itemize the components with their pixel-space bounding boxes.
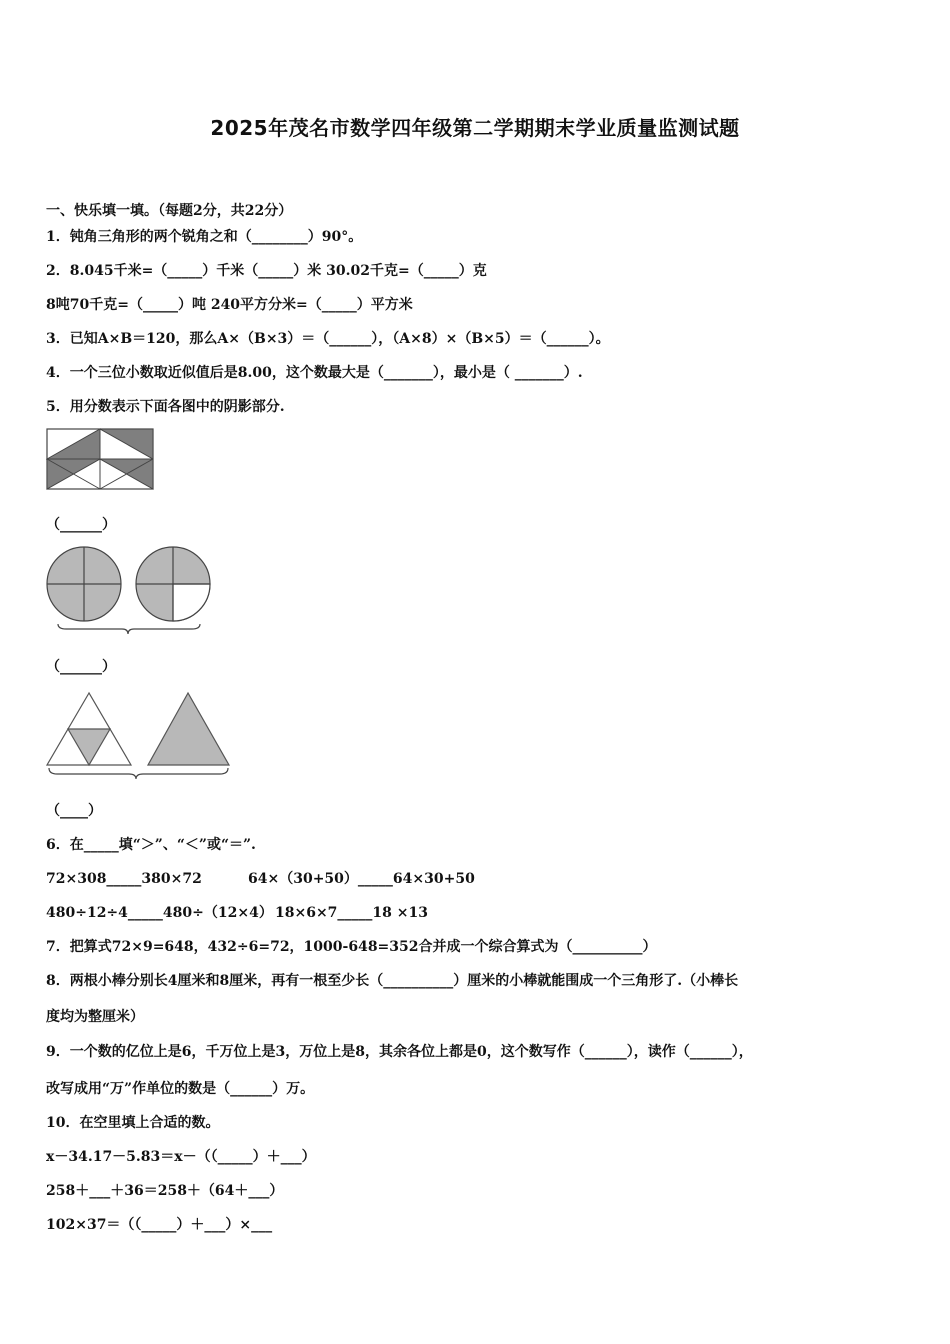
page-title: 2025年茂名市数学四年级第二学期期末学业质量监测试题 [210, 116, 740, 140]
question-10-item-a: x－34.17－5.83＝x－（（_____）＋___） [46, 1149, 316, 1165]
question-10-item-c: 102×37＝（（_____）＋___）×___ [46, 1217, 273, 1233]
question-8-line-2: 度均为整厘米） [46, 1009, 144, 1025]
question-6-item-d: 18×6×7_____18 ×13 [275, 905, 428, 921]
question-6-item-b: 64×（30+50）_____64×30+50 [248, 871, 475, 887]
figure-circles [44, 544, 216, 636]
question-9-line-1: 9．一个数的亿位上是6，千万位上是3，万位上是8，其余各位上都是0，这个数写作（______），读作（______）， [46, 1044, 753, 1060]
question-10-item-b: 258＋___＋36＝258＋（64＋___） [46, 1183, 284, 1199]
question-8-line-1: 8．两根小棒分别长4厘米和8厘米，再有一根至少长（__________）厘米的小棒就能围成一个三角形了.（小棒长 [46, 973, 739, 989]
question-6: 6．在_____填“＞”、“＜”或“＝”. [46, 837, 256, 853]
answer-blank-2: （______） [46, 659, 116, 675]
figure-triangles [44, 690, 236, 782]
figure-rectangle-triangles [46, 428, 156, 492]
question-3: 3．已知A×B＝120，那么A×（B×3）＝（______），（A×8）×（B×5）＝（______）。 [46, 331, 610, 347]
question-4: 4．一个三位小数取近似值后是8.00，这个数最大是（_______），最小是（ _______）. [46, 365, 583, 381]
question-9-line-2: 改写成用“万”作单位的数是（______）万。 [46, 1081, 315, 1097]
answer-blank-3: （____） [46, 803, 102, 819]
question-2-line-1: 2．8.045千米=（_____）千米（_____）米 30.02千克=（_____）克 [46, 263, 487, 279]
question-10: 10．在空里填上合适的数。 [46, 1115, 220, 1131]
section-heading: 一、快乐填一填。（每题2分，共22分） [46, 203, 293, 219]
question-6-item-c: 480÷12÷4_____480÷（12×4） [46, 905, 273, 921]
question-7: 7．把算式72×9=648，432÷6=72，1000-648=352合并成一个综合算式为（__________） [46, 939, 657, 955]
question-2-line-2: 8吨70千克=（_____）吨 240平方分米=（_____）平方米 [46, 297, 413, 313]
question-6-item-a: 72×308_____380×72 [46, 871, 202, 887]
answer-blank-1: （______） [46, 517, 116, 533]
question-1: 1．钝角三角形的两个锐角之和（________）90°。 [46, 229, 363, 245]
question-5: 5．用分数表示下面各图中的阴影部分. [46, 399, 285, 415]
